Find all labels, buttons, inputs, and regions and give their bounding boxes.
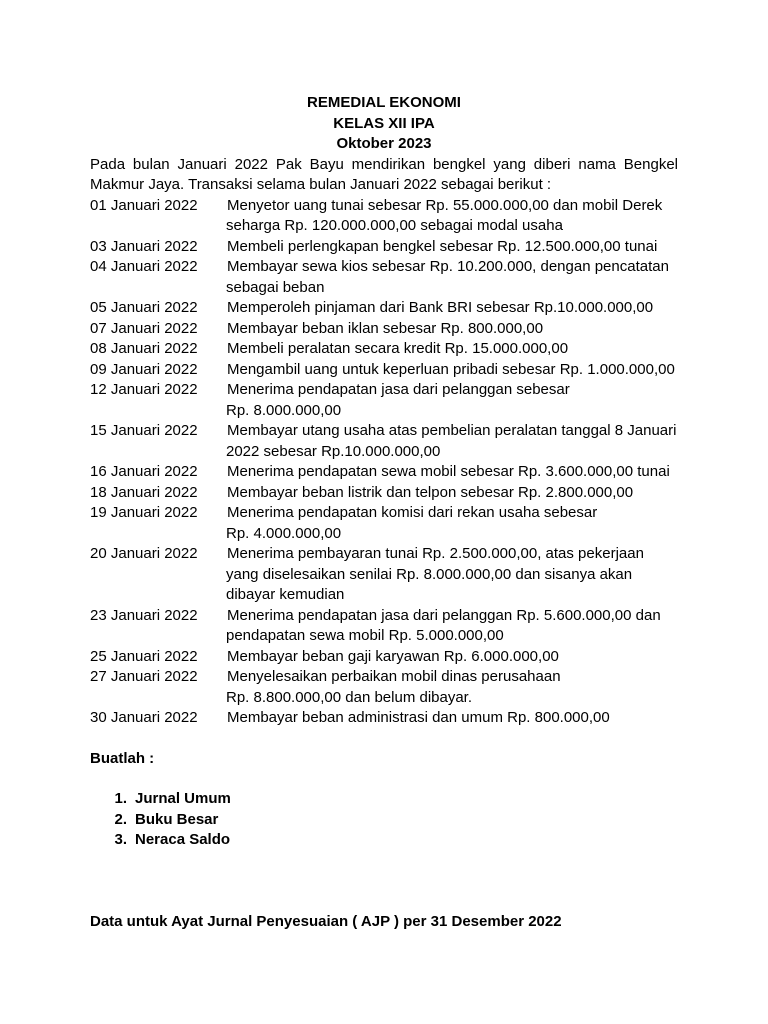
transaction-description-line: pendapatan sewa mobil Rp. 5.000.000,00 bbox=[226, 627, 504, 644]
title-subject: REMEDIAL EKONOMI bbox=[307, 94, 461, 111]
transaction-row bbox=[90, 421, 678, 462]
transaction-date: 20 Januari 2022 bbox=[90, 545, 198, 562]
transaction-description-line: Membeli perlengkapan bengkel sebesar Rp. 12.500.000,00 tunai bbox=[227, 237, 658, 255]
transaction-description-line: Menerima pendapatan jasa dari pelanggan Rp. 5.600.000,00 dan bbox=[227, 606, 661, 624]
transaction-description bbox=[226, 462, 678, 483]
transaction-description-line: Membayar utang usaha atas pembelian peralatan tanggal 8 Januari bbox=[227, 422, 677, 439]
transaction-description-line: Menerima pendapatan sewa mobil sebesar Rp. 3.600.000,00 tunai bbox=[227, 463, 670, 480]
task-label: Neraca Saldo bbox=[135, 831, 231, 848]
task-list bbox=[90, 789, 678, 851]
transaction-description-line: Membayar beban listrik dan telpon sebesar Rp. 2.800.000,00 bbox=[227, 483, 634, 501]
transaction-description-line: Menerima pendapatan jasa dari pelanggan sebesar bbox=[227, 381, 570, 398]
transaction-date: 16 Januari 2022 bbox=[90, 463, 198, 480]
transaction-row bbox=[90, 483, 678, 504]
instruction-heading: Buatlah : bbox=[90, 749, 155, 767]
transaction-date: 19 Januari 2022 bbox=[90, 504, 198, 521]
transaction-row bbox=[90, 708, 678, 729]
transaction-row bbox=[90, 544, 678, 606]
task-label: Buku Besar bbox=[135, 810, 219, 828]
task-item bbox=[90, 789, 678, 810]
transaction-description bbox=[226, 544, 678, 606]
title-class: KELAS XII IPA bbox=[333, 114, 435, 132]
transaction-description-line: 2022 sebesar Rp.10.000.000,00 bbox=[226, 442, 441, 460]
task-number: 1. bbox=[114, 790, 127, 807]
transaction-description-line: Rp. 8.800.000,00 dan belum dibayar. bbox=[226, 688, 473, 706]
transaction-description bbox=[226, 298, 678, 319]
transaction-description bbox=[226, 319, 678, 340]
transaction-row bbox=[90, 647, 678, 668]
intro-line-1: Pada bulan Januari 2022 Pak Bayu mendirikan bengkel yang diberi nama Bengkel bbox=[90, 155, 678, 173]
transaction-row bbox=[90, 319, 678, 340]
transaction-date: 04 Januari 2022 bbox=[90, 258, 198, 275]
transaction-date: 23 Januari 2022 bbox=[90, 606, 198, 624]
transaction-description bbox=[226, 360, 678, 381]
transaction-date: 12 Januari 2022 bbox=[90, 381, 198, 398]
transaction-description-line: Membayar beban administrasi dan umum Rp. 800.000,00 bbox=[227, 709, 610, 726]
transaction-row bbox=[90, 667, 678, 708]
transaction-description-line: seharga Rp. 120.000.000,00 sebagai modal usaha bbox=[226, 217, 563, 234]
transaction-description bbox=[226, 606, 678, 647]
ajp-heading: Data untuk Ayat Jurnal Penyesuaian ( AJP ) per 31 Desember 2022 bbox=[90, 913, 562, 930]
title-date: Oktober 2023 bbox=[336, 135, 432, 152]
transaction-list bbox=[90, 196, 678, 729]
transaction-description bbox=[226, 339, 678, 360]
transaction-description bbox=[226, 667, 678, 708]
transaction-description bbox=[226, 503, 678, 544]
transaction-date: 03 Januari 2022 bbox=[90, 237, 198, 255]
transaction-row bbox=[90, 462, 678, 483]
transaction-description bbox=[226, 257, 678, 298]
task-number: 3. bbox=[114, 831, 127, 848]
transaction-description-line: Menerima pendapatan komisi dari rekan usaha sebesar bbox=[227, 504, 598, 521]
transaction-description bbox=[226, 421, 678, 462]
task-item bbox=[90, 830, 678, 851]
transaction-date: 07 Januari 2022 bbox=[90, 319, 198, 337]
transaction-description-line: Menyelesaikan perbaikan mobil dinas perusahaan bbox=[227, 668, 561, 685]
transaction-date: 08 Januari 2022 bbox=[90, 340, 198, 357]
transaction-description bbox=[226, 380, 678, 421]
transaction-description bbox=[226, 647, 678, 668]
transaction-row bbox=[90, 380, 678, 421]
transaction-row bbox=[90, 606, 678, 647]
transaction-date: 01 Januari 2022 bbox=[90, 196, 198, 214]
transaction-row bbox=[90, 237, 678, 258]
transaction-date: 15 Januari 2022 bbox=[90, 422, 198, 439]
transaction-date: 18 Januari 2022 bbox=[90, 483, 198, 501]
transaction-description-line: dibayar kemudian bbox=[226, 586, 345, 603]
transaction-description-line: Menyetor uang tunai sebesar Rp. 55.000.000,00 dan mobil Derek bbox=[227, 196, 663, 214]
transaction-row bbox=[90, 257, 678, 298]
transaction-description bbox=[226, 237, 678, 258]
intro-paragraph bbox=[90, 155, 678, 196]
transaction-description bbox=[226, 708, 678, 729]
transaction-description-line: sebagai beban bbox=[226, 278, 325, 296]
transaction-description-line: Memperoleh pinjaman dari Bank BRI sebesar Rp.10.000.000,00 bbox=[227, 299, 654, 316]
transaction-date: 27 Januari 2022 bbox=[90, 668, 198, 685]
task-number: 2. bbox=[114, 810, 127, 828]
transaction-description-line: Membeli peralatan secara kredit Rp. 15.000.000,00 bbox=[227, 340, 569, 357]
transaction-description-line: Membayar sewa kios sebesar Rp. 10.200.000, dengan pencatatan bbox=[227, 258, 669, 275]
transaction-row bbox=[90, 360, 678, 381]
transaction-description-line: Rp. 4.000.000,00 bbox=[226, 524, 342, 542]
transaction-description-line: Membayar beban gaji karyawan Rp. 6.000.000,00 bbox=[227, 647, 559, 665]
transaction-row bbox=[90, 196, 678, 237]
transaction-description bbox=[226, 483, 678, 504]
transaction-description-line: Mengambil uang untuk keperluan pribadi sebesar Rp. 1.000.000,00 bbox=[227, 360, 675, 378]
transaction-row bbox=[90, 298, 678, 319]
transaction-date: 30 Januari 2022 bbox=[90, 709, 198, 726]
transaction-row bbox=[90, 503, 678, 544]
transaction-description bbox=[226, 196, 678, 237]
transaction-date: 05 Januari 2022 bbox=[90, 299, 198, 316]
transaction-description-line: Rp. 8.000.000,00 bbox=[226, 401, 342, 419]
transaction-description-line: Menerima pembayaran tunai Rp. 2.500.000,00, atas pekerjaan bbox=[227, 545, 644, 562]
transaction-date: 09 Januari 2022 bbox=[90, 360, 198, 378]
transaction-date: 25 Januari 2022 bbox=[90, 647, 198, 665]
task-label: Jurnal Umum bbox=[135, 790, 231, 807]
document-page bbox=[90, 93, 678, 866]
transaction-description-line: Membayar beban iklan sebesar Rp. 800.000,00 bbox=[227, 319, 544, 337]
transaction-row bbox=[90, 339, 678, 360]
intro-line-2: Makmur Jaya. Transaksi selama bulan Januari 2022 sebagai berikut : bbox=[90, 176, 552, 193]
transaction-description-line: yang diselesaikan senilai Rp. 8.000.000,00 dan sisanya akan bbox=[226, 565, 633, 583]
task-item bbox=[90, 810, 678, 831]
